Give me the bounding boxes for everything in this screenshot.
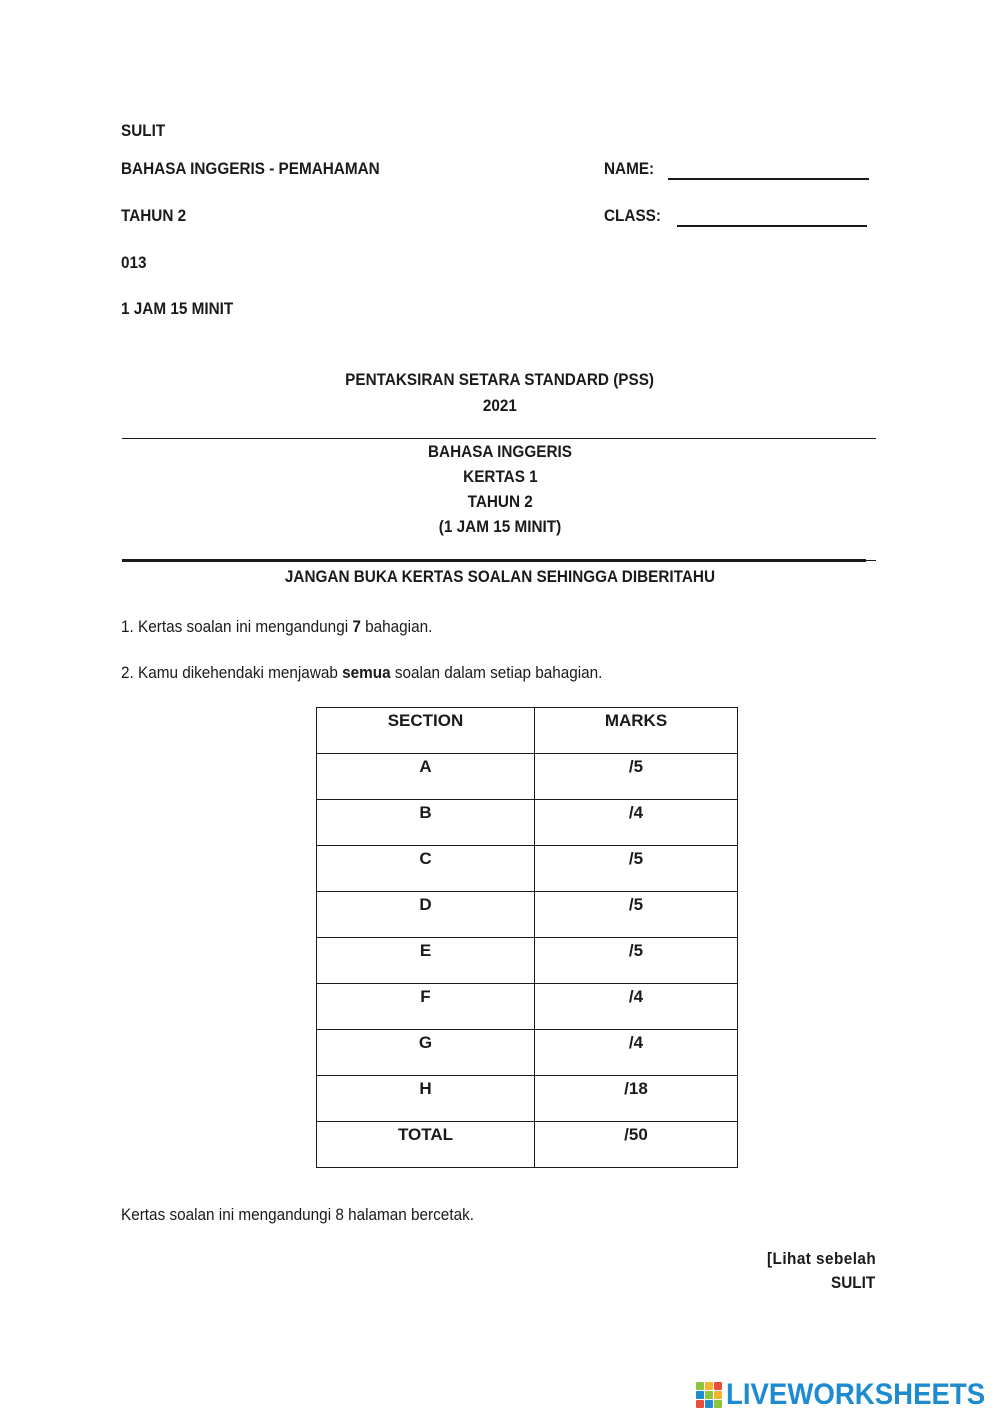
name-label: NAME: — [604, 159, 655, 178]
logo-square — [714, 1391, 722, 1399]
table-header-row — [317, 708, 738, 754]
section-cell: F — [317, 984, 535, 1030]
sulit-bottom-label: SULIT — [831, 1273, 876, 1292]
logo-square — [696, 1382, 704, 1390]
liveworksheets-logo-icon — [696, 1382, 722, 1408]
turn-over-note: [Lihat sebelah — [767, 1249, 877, 1268]
paper-title: KERTAS 1 — [462, 467, 538, 486]
logo-square — [714, 1400, 722, 1408]
watermark-text: LIVEWORKSHEETS — [726, 1378, 986, 1411]
section-cell: H — [317, 1076, 535, 1122]
divider-thick-tail — [866, 560, 876, 561]
pages-note: Kertas soalan ini mengandungi 8 halaman bercetak. — [121, 1205, 474, 1224]
subject-title: BAHASA INGGERIS — [428, 442, 572, 461]
exam-title: PENTAKSIRAN SETARA STANDARD (PSS) — [345, 370, 655, 389]
marks-cell: /4 — [535, 984, 738, 1030]
marks-cell: /5 — [535, 754, 738, 800]
section-cell: C — [317, 846, 535, 892]
year-label: TAHUN 2 — [121, 206, 187, 225]
liveworksheets-watermark — [696, 1378, 1000, 1412]
name-field[interactable] — [668, 178, 869, 180]
section-cell: E — [317, 938, 535, 984]
logo-square — [705, 1382, 713, 1390]
marks-cell: /18 — [535, 1076, 738, 1122]
instruction-2: 2. Kamu dikehendaki menjawab semua soalan dalam setiap bahagian. — [121, 663, 603, 682]
logo-square — [714, 1382, 722, 1390]
section-cell: TOTAL — [317, 1122, 535, 1168]
logo-square — [705, 1400, 713, 1408]
table-row — [317, 984, 738, 1030]
marks-table — [316, 707, 738, 1168]
divider-thin — [122, 438, 876, 439]
class-label: CLASS: — [604, 206, 661, 225]
time-title: (1 JAM 15 MINIT) — [438, 517, 562, 536]
section-cell: A — [317, 754, 535, 800]
instruction-1: 1. Kertas soalan ini mengandungi 7 bahagian. — [121, 617, 433, 636]
logo-square — [696, 1391, 704, 1399]
table-row — [317, 938, 738, 984]
table-row — [317, 846, 738, 892]
class-field[interactable] — [677, 225, 867, 227]
subject-line: BAHASA INGGERIS - PEMAHAMAN — [121, 159, 380, 178]
section-cell: G — [317, 1030, 535, 1076]
header-section: SECTION — [317, 708, 535, 754]
marks-cell: /50 — [535, 1122, 738, 1168]
table-row — [317, 800, 738, 846]
marks-cell: /5 — [535, 938, 738, 984]
table-row — [317, 1076, 738, 1122]
sulit-top-label: SULIT — [121, 121, 166, 140]
paper-code: 013 — [121, 253, 147, 272]
logo-square — [696, 1400, 704, 1408]
header-marks: MARKS — [535, 708, 738, 754]
exam-year: 2021 — [482, 396, 518, 415]
marks-cell: /4 — [535, 800, 738, 846]
table-row — [317, 1030, 738, 1076]
marks-cell: /5 — [535, 892, 738, 938]
marks-cell: /5 — [535, 846, 738, 892]
section-cell: B — [317, 800, 535, 846]
warning-text: JANGAN BUKA KERTAS SOALAN SEHINGGA DIBERITAHU — [284, 567, 716, 586]
table-row — [317, 754, 738, 800]
duration-label: 1 JAM 15 MINIT — [121, 299, 234, 318]
section-cell: D — [317, 892, 535, 938]
table-row-total — [317, 1122, 738, 1168]
table-row — [317, 892, 738, 938]
marks-cell: /4 — [535, 1030, 738, 1076]
divider-thick — [122, 559, 866, 562]
level-title: TAHUN 2 — [467, 492, 533, 511]
logo-square — [705, 1391, 713, 1399]
